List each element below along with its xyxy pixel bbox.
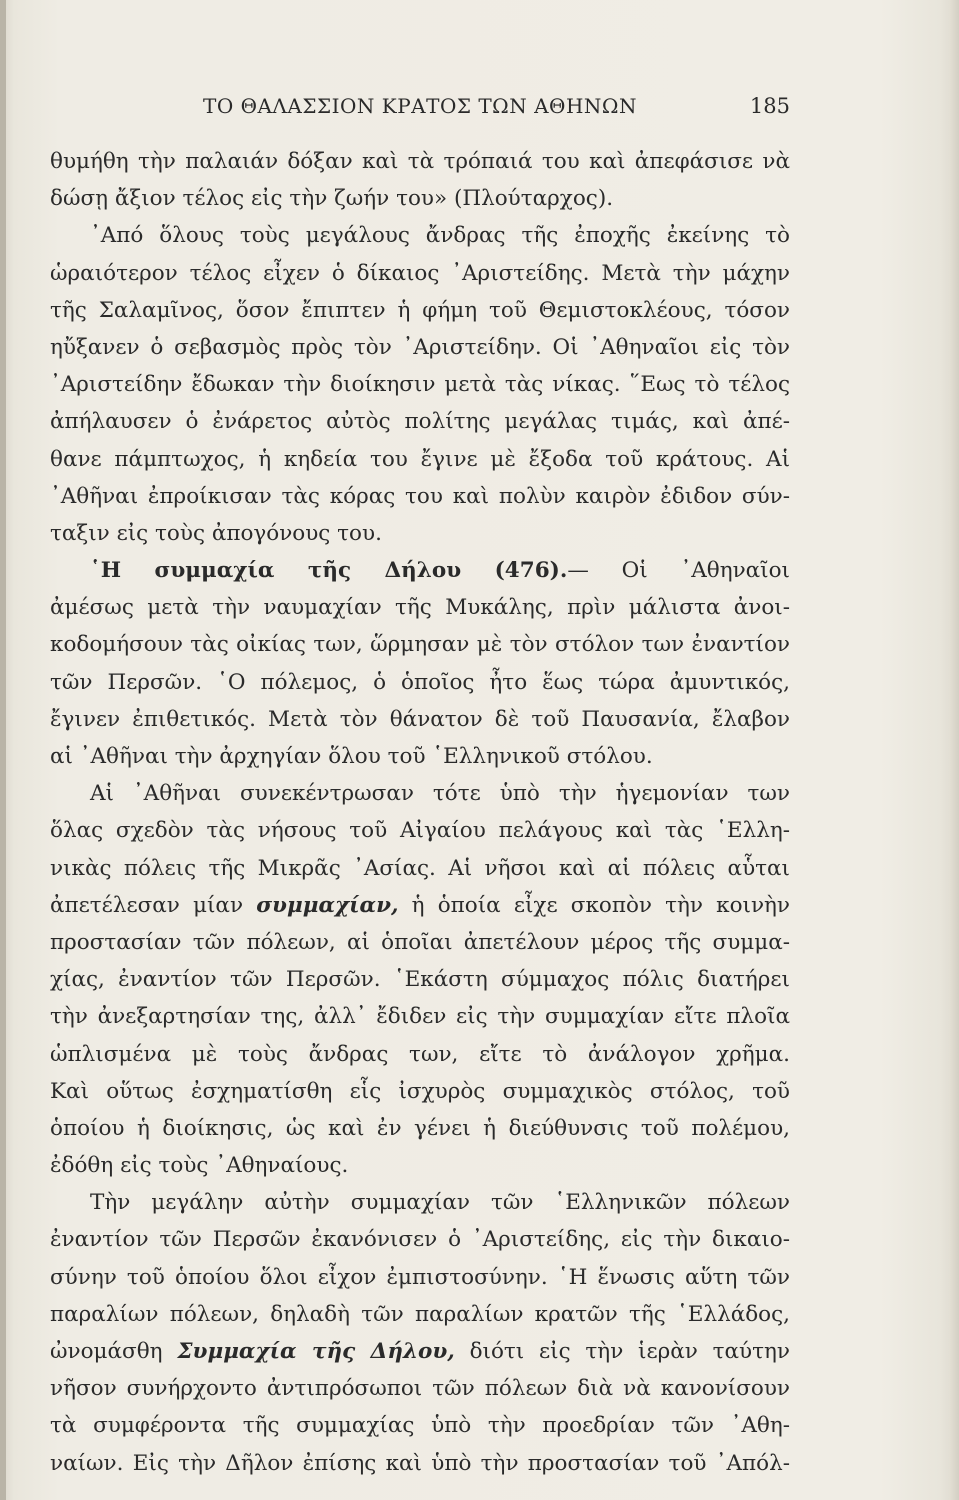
- text-line: κοδομήσουν τὰς οἰκίας των, ὥρμησαν μὲ τὸν στόλον των ἐναντίον: [50, 632, 790, 658]
- running-title: ΤΟ ΘΑΛΑΣΣΙΟΝ ΚΡΑΤΟΣ ΤΩΝ ΑΘΗΝΩΝ: [203, 94, 637, 118]
- text-line: τῆς Σαλαμῖνος, ὅσον ἔπιπτεν ἡ φήμη τοῦ Θεμιστοκλέους, τόσον: [50, 297, 790, 323]
- text-line: ἀπήλαυσεν ὁ ἐνάρετος αὐτὸς πολίτης μεγάλας τιμάς, καὶ ἀπέ-: [50, 409, 790, 435]
- text-line: ὅλας σχεδὸν τὰς νήσους τοῦ Αἰγαίου πελάγους καὶ τὰς ῾Ελλη-: [50, 818, 790, 844]
- text-span: ἡ ὁποία εἶχε σκοπὸν τὴν κοινὴν: [411, 892, 790, 918]
- text-line: αἱ ᾿Αθῆναι τὴν ἀρχηγίαν ὅλου τοῦ ῾Ελληνικοῦ στόλου.: [50, 744, 653, 769]
- text-span: ἀπετέλεσαν μίαν: [50, 892, 244, 918]
- text-line: ναίων. Εἰς τὴν Δῆλον ἐπίσης καὶ ὑπὸ τὴν προστασίαν τοῦ ᾿Απόλ-: [50, 1450, 790, 1476]
- text-line: ἔγινεν ἐπιθετικός. Μετὰ τὸν θάνατον δὲ τοῦ Παυσανία, ἔλαβον: [50, 706, 790, 732]
- page-header: [50, 94, 790, 124]
- text-line: θανε πάμπτωχος, ἡ κηδεία του ἔγινε μὲ ἔξοδα τοῦ κράτους. Αἱ: [50, 446, 790, 472]
- text-line: ᾿Αριστείδην ἔδωκαν τὴν διοίκησιν μετὰ τὰς νίκας. ῞Εως τὸ τέλος: [50, 372, 790, 398]
- text-line: δώσῃ ἄξιον τέλος εἰς τὴν ζωήν του» (Πλούταρχος).: [50, 186, 614, 212]
- text-line: ᾿Αθῆναι ἐπροίκισαν τὰς κόρας του καὶ πολὺν καιρὸν ἐδιδον σύν-: [50, 483, 790, 509]
- emphasized-term: Συμμαχία τῆς Δήλου,: [177, 1339, 455, 1364]
- page-spine-edge: [0, 0, 6, 1500]
- text-line: ταξιν εἰς τοὺς ἀπογόνους του.: [50, 520, 382, 546]
- text-line: σύνην τοῦ ὁποίου ὅλοι εἶχον ἐμπιστοσύνην. ῾Η ἕνωσις αὕτη τῶν: [50, 1264, 790, 1290]
- text-line: τῶν Περσῶν. ῾Ο πόλεμος, ὁ ὁποῖος ἦτο ἕως τώρα ἀμυντικός,: [50, 669, 790, 695]
- text-line: νῆσον συνήρχοντο ἀντιπρόσωποι τῶν πόλεων διὰ νὰ κανονίσουν: [50, 1376, 790, 1402]
- emphasized-term: συμμαχίαν,: [256, 892, 399, 918]
- text-line: τὴν ἀνεξαρτησίαν της, ἀλλ᾿ ἔδιδεν εἰς τὴν συμμαχίαν εἴτε πλοῖα: [50, 1004, 790, 1030]
- section-heading-line: [50, 552, 790, 589]
- text-line: νικὰς πόλεις τῆς Μικρᾶς ᾿Ασίας. Αἱ νῆσοι καὶ αἱ πόλεις αὗται: [50, 855, 790, 881]
- text-line: ὁποίου ἡ διοίκησις, ὡς καὶ ἐν γένει ἡ διεύθυνσις τοῦ πολέμου,: [50, 1115, 790, 1141]
- text-line: [50, 887, 790, 924]
- text-line: ηὔξανεν ὁ σεβασμὸς πρὸς τὸν ᾿Αριστείδην. Οἱ ᾿Αθηναῖοι εἰς τὸν: [50, 334, 790, 360]
- text-line: Τὴν μεγάλην αὐτὴν συμμαχίαν τῶν ῾Ελληνικῶν πόλεων: [90, 1190, 790, 1216]
- text-span: διότι εἰς τὴν ἱερὰν ταύτην: [469, 1339, 790, 1364]
- section-heading: ῾Η συμμαχία τῆς Δήλου (476).: [90, 558, 568, 584]
- text-line: Καὶ οὕτως ἐσχηματίσθη εἷς ἰσχυρὸς συμμαχικὸς στόλος, τοῦ: [50, 1078, 790, 1104]
- text-line: ὡπλισμένα μὲ τοὺς ἄνδρας των, εἴτε τὸ ἀνάλογον χρῆμα.: [50, 1041, 790, 1067]
- text-span: — Οἱ ᾿Αθηναῖοι: [567, 558, 790, 584]
- text-line: παραλίων πόλεων, δηλαδὴ τῶν παραλίων κρατῶν τῆς ῾Ελλάδος,: [50, 1301, 790, 1327]
- text-line: ᾿Από ὅλους τοὺς μεγάλους ἄνδρας τῆς ἐποχῆς ἐκείνης τὸ: [90, 223, 790, 249]
- text-line: ὡραιότερον τέλος εἶχεν ὁ δίκαιος ᾿Αριστείδης. Μετὰ τὴν μάχην: [50, 260, 790, 286]
- body-text: [50, 143, 790, 1482]
- text-line: χίας, ἐναντίον τῶν Περσῶν. ῾Εκάστη σύμμαχος πόλις διατήρει: [50, 967, 790, 993]
- text-line: προστασίαν τῶν πόλεων, αἱ ὁποῖαι ἀπετέλουν μέρος τῆς συμμα-: [50, 929, 790, 955]
- page-number: 185: [749, 94, 790, 118]
- text-line: ἐδόθη εἰς τοὺς ᾿Αθηναίους.: [50, 1153, 349, 1179]
- text-line: ἐναντίον τῶν Περσῶν ἐκανόνισεν ὁ ᾿Αριστείδης, εἰς τὴν δικαιο-: [50, 1227, 790, 1253]
- page-right-edge: [949, 0, 959, 1500]
- text-line: θυμήθη τὴν παλαιάν δόξαν καὶ τὰ τρόπαιά του καὶ ἀπεφάσισε νὰ: [50, 149, 790, 174]
- text-line: Αἱ ᾿Αθῆναι συνεκέντρωσαν τότε ὑπὸ τὴν ἡγεμονίαν των: [90, 781, 790, 807]
- text-line: τὰ συμφέροντα τῆς συμμαχίας ὑπὸ τὴν προεδρίαν τῶν ᾿Αθη-: [50, 1413, 790, 1439]
- text-line: ἀμέσως μετὰ τὴν ναυμαχίαν τῆς Μυκάλης, πρὶν μάλιστα ἀνοι-: [50, 595, 790, 621]
- text-span: ὠνομάσθη: [50, 1339, 163, 1364]
- text-line: [50, 1333, 790, 1370]
